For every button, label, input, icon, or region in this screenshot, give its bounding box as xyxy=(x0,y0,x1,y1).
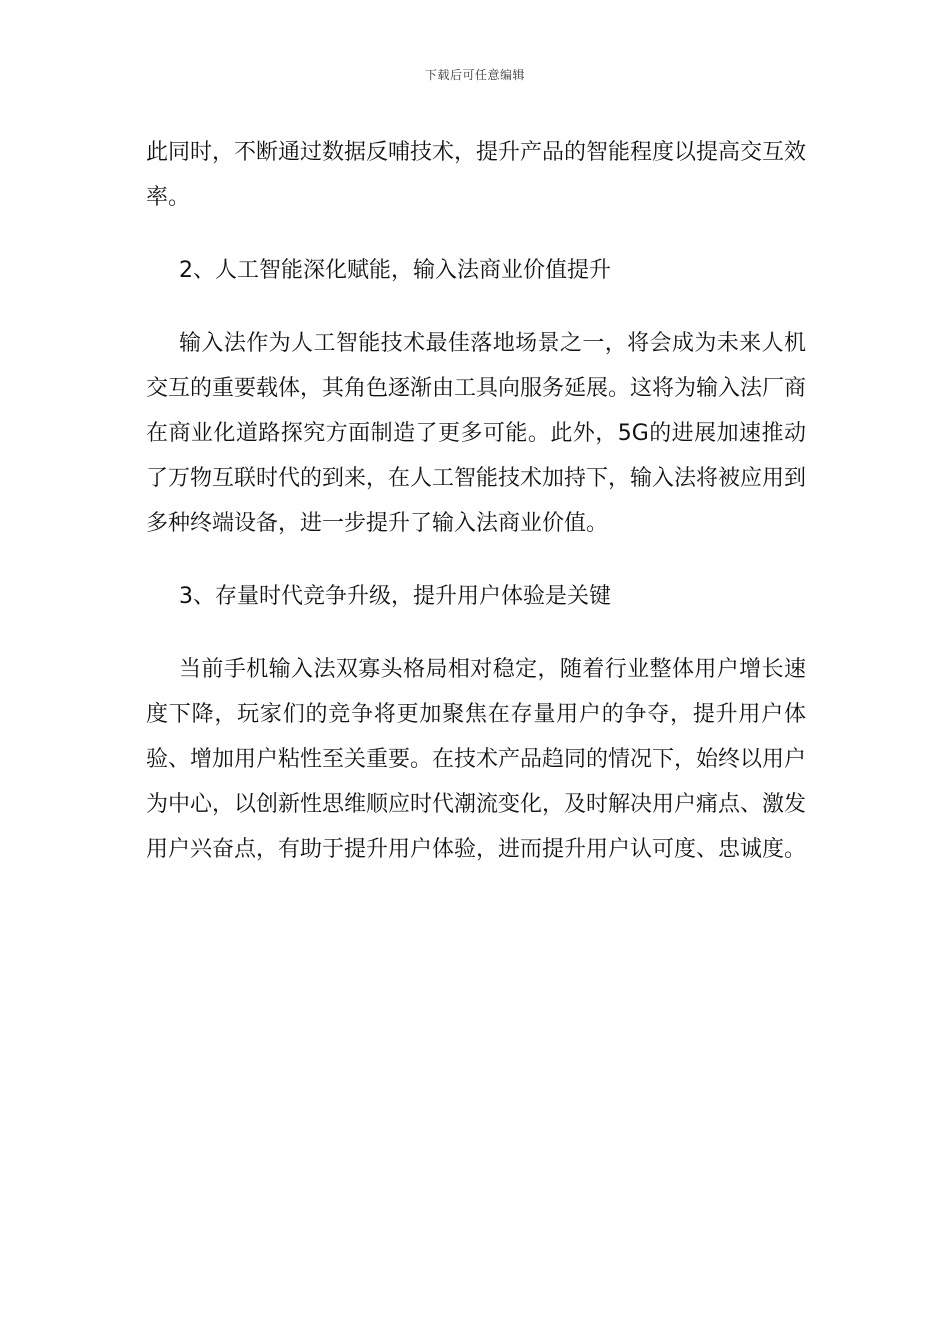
section-heading-3: 3、存量时代竞争升级，提升用户体验是关键 xyxy=(179,584,611,609)
paragraph-section-3: 当前手机输入法双寡头格局相对稳定，随着行业整体用户增长速度下降，玩家们的竞争将更加聚焦在存量用户的争夺，提升用户体验、增加用户粘性至关重要。在技术产品趋同的情况下，始终以用户为中心，以创新性思维顺应时代潮流变化，及时解决用户痛点、激发用户兴奋点，有助于提升用户体验，进而提升用户认可度、忠诚度。 xyxy=(146,657,807,862)
section-heading-2: 2、人工智能深化赋能，输入法商业价值提升 xyxy=(179,258,611,283)
paragraph-spacer xyxy=(146,546,806,574)
paragraph-spacer xyxy=(146,220,806,248)
page-header: 下载后可任意编辑 xyxy=(424,68,525,82)
document-body xyxy=(146,130,806,872)
paragraph-spacer xyxy=(146,619,806,647)
paragraph-section-2: 输入法作为人工智能技术最佳落地场景之一，将会成为未来人机交互的重要载体，其角色逐渐由工具向服务延展。这将为输入法厂商在商业化道路探究方面制造了更多可能。此外，5G的进展加速推动了万物互联时代的到来，在人工智能技术加持下，输入法将被应用到多种终端设备，进一步提升了输入法商业价值。 xyxy=(146,331,807,536)
paragraph-spacer xyxy=(146,293,806,321)
paragraph-continued: 此同时，不断通过数据反哺技术，提升产品的智能程度以提高交互效率。 xyxy=(146,140,807,210)
